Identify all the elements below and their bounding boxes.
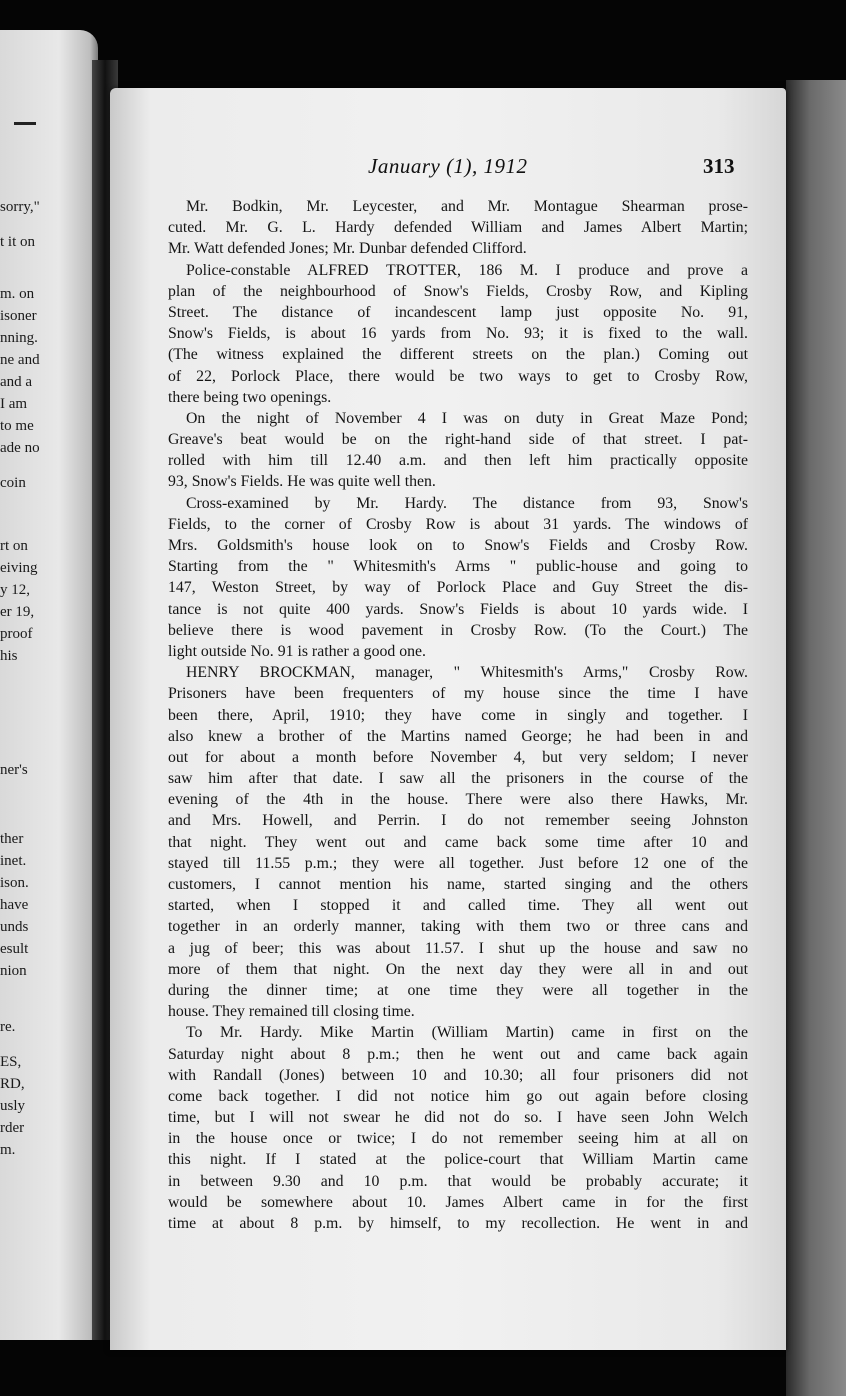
text-line: during the dinner time; at one time they were all together in the [168, 981, 748, 999]
facing-page-line: t it on [0, 234, 36, 250]
text-line: time at about 8 p.m. by himself, to my recollection. He went in and [168, 1215, 748, 1232]
text-line: plan of the neighbourhood of Snow's Fields, Crosby Row, and Kipling [168, 282, 748, 300]
facing-page-line: unds [0, 919, 29, 935]
text-line: Starting from the " Whitesmith's Arms " public-house and going to [168, 558, 748, 576]
facing-page-line: usly [0, 1098, 26, 1114]
text-line: light outside No. 91 is rather a good one. [168, 642, 426, 660]
text-line: cuted. Mr. G. L. Hardy defended William and James Albert Martin; [168, 219, 748, 237]
facing-page-line: his [0, 648, 18, 664]
facing-page-line: and a [0, 374, 33, 390]
text-line: (The witness explained the different streets on the plan.) Coming out [168, 346, 748, 364]
book-page [110, 88, 786, 1350]
text-line: saw him after that date. I saw all the prisoners in the course of the [168, 770, 748, 788]
text-line: would be somewhere about 10. James Albert came in for the first [168, 1193, 748, 1211]
text-line: together in an orderly manner, taking with them two or three cans and [168, 918, 748, 936]
text-line: this night. If I stated at the police-court that William Martin came [168, 1151, 748, 1169]
text-line: been there, April, 1910; they have come in singly and together. I [168, 706, 748, 724]
facing-page-line: isoner [0, 308, 37, 324]
facing-page-line: I am [0, 396, 28, 412]
text-line: believe there is wood pavement in Crosby Row. (To the Court.) The [168, 621, 748, 639]
facing-page-line: sorry," [0, 199, 40, 215]
text-line: time, but I will not swear he did not do so. I have seen John Welch [168, 1109, 748, 1127]
text-line: evening of the 4th in the house. There were also there Hawks, Mr. [168, 791, 748, 809]
text-line: Fields, to the corner of Crosby Row is about 31 yards. The windows of [168, 515, 748, 533]
text-line: To Mr. Hardy. Mike Martin (William Martin) came in first on the [186, 1024, 748, 1042]
text-line: with Randall (Jones) between 10 and 10.30; all four prisoners did not [168, 1066, 748, 1084]
text-line: Mrs. Goldsmith's house look on to Snow's Fields and Crosby Row. [168, 537, 748, 554]
facing-page-line: RD, [0, 1076, 25, 1092]
text-line: Prisoners have been frequenters of my house since the time I have [168, 685, 748, 703]
text-line: Saturday night about 8 p.m.; then he went out and came back again [168, 1045, 748, 1063]
text-line: there being two openings. [168, 388, 332, 406]
text-line: house. They remained till closing time. [168, 1003, 415, 1021]
facing-page-line: coin [0, 475, 26, 491]
facing-page-line: ison. [0, 875, 29, 891]
facing-page-line: rt on [0, 538, 28, 554]
text-line: also knew a brother of the Martins named George; he had been in and [168, 727, 748, 745]
text-line: in between 9.30 and 10 p.m. that would be probably accurate; it [168, 1172, 748, 1190]
text-line: 93, Snow's Fields. He was quite well then. [168, 473, 436, 491]
page-body-text [168, 196, 748, 1234]
text-line: Cross-examined by Mr. Hardy. The distance from 93, Snow's [186, 494, 748, 512]
text-line: stayed till 11.55 p.m.; they were all together. Just before 12 one of the [168, 854, 748, 872]
text-line: of 22, Porlock Place, there would be two ways to get to Crosby Row, [168, 367, 748, 385]
facing-page-line: to me [0, 418, 34, 434]
text-line: a jug of beer; this was about 11.57. I shut up the house and saw no [168, 939, 748, 957]
page-number: 313 [703, 154, 735, 178]
text-line: HENRY BROCKMAN, manager, " Whitesmith's Arms," Crosby Row. [186, 664, 748, 682]
facing-page-line: rder [0, 1120, 25, 1136]
text-line: out for about a month before November 4, but very seldom; I never [168, 748, 748, 766]
facing-page-line: ne and [0, 352, 40, 368]
facing-page-line: eiving [0, 560, 38, 576]
text-line: 147, Weston Street, by way of Porlock Place and Guy Street the dis- [168, 579, 748, 597]
text-line: in the house once or twice; I do not remember seeing him at all on [168, 1130, 748, 1148]
facing-page-line: proof [0, 626, 33, 642]
facing-page-line: inet. [0, 853, 27, 869]
page-edge-shadow [786, 80, 846, 1396]
text-line: tance is not quite 400 yards. Snow's Fields is about 10 yards wide. I [168, 600, 748, 618]
facing-page-line: ther [0, 831, 24, 847]
text-line: Snow's Fields, is about 16 yards from No. 93; it is fixed to the wall. [168, 325, 748, 343]
facing-page-fragment [0, 30, 98, 1340]
text-line: rolled with him till 12.40 a.m. and then left him practically opposite [168, 452, 748, 470]
text-line: Greave's beat would be on the right-hand side of that street. I pat- [168, 431, 748, 449]
running-title: January (1), 1912 [368, 154, 528, 178]
facing-page-line: ade no [0, 440, 40, 456]
text-line: Police-constable ALFRED TROTTER, 186 M. I produce and prove a [186, 261, 748, 279]
facing-page-line: esult [0, 941, 29, 957]
facing-page-line: ES, [0, 1054, 22, 1070]
facing-page-line: ner's [0, 762, 28, 778]
text-line: more of them that night. On the next day they were all in and out [168, 960, 748, 978]
text-line: customers, I cannot mention his name, started singing and the others [168, 876, 748, 893]
page-mark [14, 122, 36, 125]
facing-page-line: m. [0, 1142, 16, 1158]
text-line: Mr. Bodkin, Mr. Leycester, and Mr. Montague Shearman prose- [186, 198, 748, 215]
text-line: and Mrs. Howell, and Perrin. I do not remember seeing Johnston [168, 812, 748, 830]
text-line: started, when I stopped it and called time. They all went out [168, 897, 748, 915]
facing-page-line: nion [0, 963, 27, 979]
facing-page-line: m. on [0, 286, 35, 302]
facing-page-line: nning. [0, 330, 38, 346]
text-line: Mr. Watt defended Jones; Mr. Dunbar defended Clifford. [168, 240, 527, 258]
text-line: that night. They went out and came back some time after 10 and [168, 833, 748, 851]
facing-page-line: have [0, 897, 29, 913]
text-line: Street. The distance of incandescent lamp just opposite No. 91, [168, 303, 748, 321]
facing-page-line: y 12, [0, 582, 30, 598]
text-line: come back together. I did not notice him go out again before closing [168, 1087, 748, 1105]
facing-page-line: er 19, [0, 604, 35, 620]
running-header [110, 154, 786, 184]
text-line: On the night of November 4 I was on duty in Great Maze Pond; [186, 409, 748, 427]
facing-page-line: re. [0, 1019, 16, 1035]
